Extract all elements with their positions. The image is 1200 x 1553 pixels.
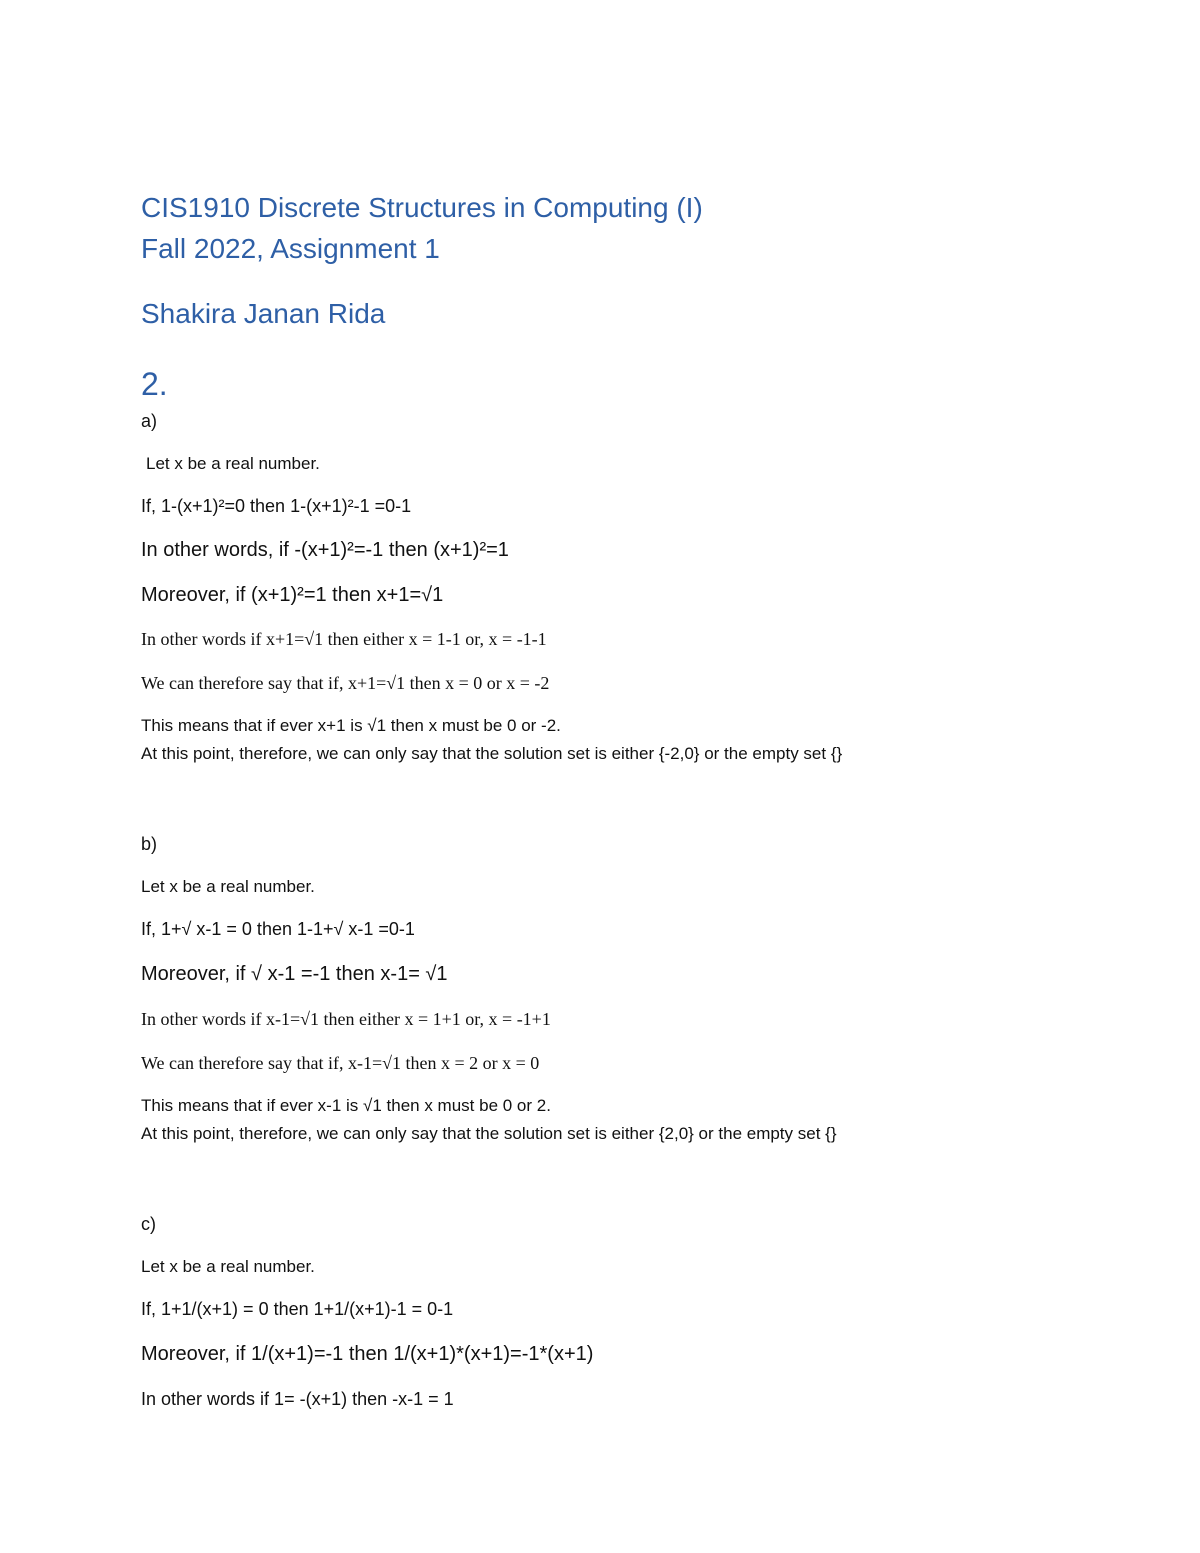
author-name: Shakira Janan Rida — [141, 298, 386, 329]
part-a-line: We can therefore say that if, x+1=√1 then x = 0 or x = -2 — [141, 673, 550, 693]
part-a-line: In other words, if -(x+1)²=-1 then (x+1)²=1 — [141, 539, 509, 561]
part-a-line: In other words if x+1=√1 then either x = 1-1 or, x = -1-1 — [141, 629, 547, 649]
part-a-line: Moreover, if (x+1)²=1 then x+1=√1 — [141, 584, 444, 606]
part-a-line: Let x be a real number. — [146, 454, 320, 473]
part-c-line: Let x be a real number. — [141, 1257, 315, 1276]
part-b-line: At this point, therefore, we can only say that the solution set is either {2,0} or the empty set {} — [141, 1124, 837, 1143]
part-c-line: Moreover, if 1/(x+1)=-1 then 1/(x+1)*(x+1)=-1*(x+1) — [141, 1343, 594, 1365]
part-b-line: This means that if ever x-1 is √1 then x must be 0 or 2. — [141, 1096, 551, 1115]
part-b-line: In other words if x-1=√1 then either x = 1+1 or, x = -1+1 — [141, 1009, 551, 1029]
part-a-label: a) — [141, 411, 158, 431]
part-b-line: We can therefore say that if, x-1=√1 then x = 2 or x = 0 — [141, 1053, 540, 1073]
part-b-line: If, 1+√ x-1 = 0 then 1-1+√ x-1 =0-1 — [141, 919, 415, 939]
part-a-line: If, 1-(x+1)²=0 then 1-(x+1)²-1 =0-1 — [141, 496, 412, 516]
part-b-line: Let x be a real number. — [141, 877, 315, 896]
part-a-line: This means that if ever x+1 is √1 then x must be 0 or -2. — [141, 716, 561, 735]
course-title: CIS1910 Discrete Structures in Computing (I) — [141, 192, 703, 223]
part-b-label: b) — [141, 834, 158, 854]
part-a-line: At this point, therefore, we can only say that the solution set is either {-2,0} or the empty set {} — [141, 744, 843, 763]
term-assignment-title: Fall 2022, Assignment 1 — [141, 233, 440, 264]
part-c-line: If, 1+1/(x+1) = 0 then 1+1/(x+1)-1 = 0-1 — [141, 1299, 454, 1319]
part-c-label: c) — [141, 1214, 156, 1234]
part-b-line: Moreover, if √ x-1 =-1 then x-1= √1 — [141, 963, 448, 985]
part-c-line: In other words if 1= -(x+1) then -x-1 = 1 — [141, 1389, 454, 1409]
question-number: 2. — [141, 366, 168, 402]
